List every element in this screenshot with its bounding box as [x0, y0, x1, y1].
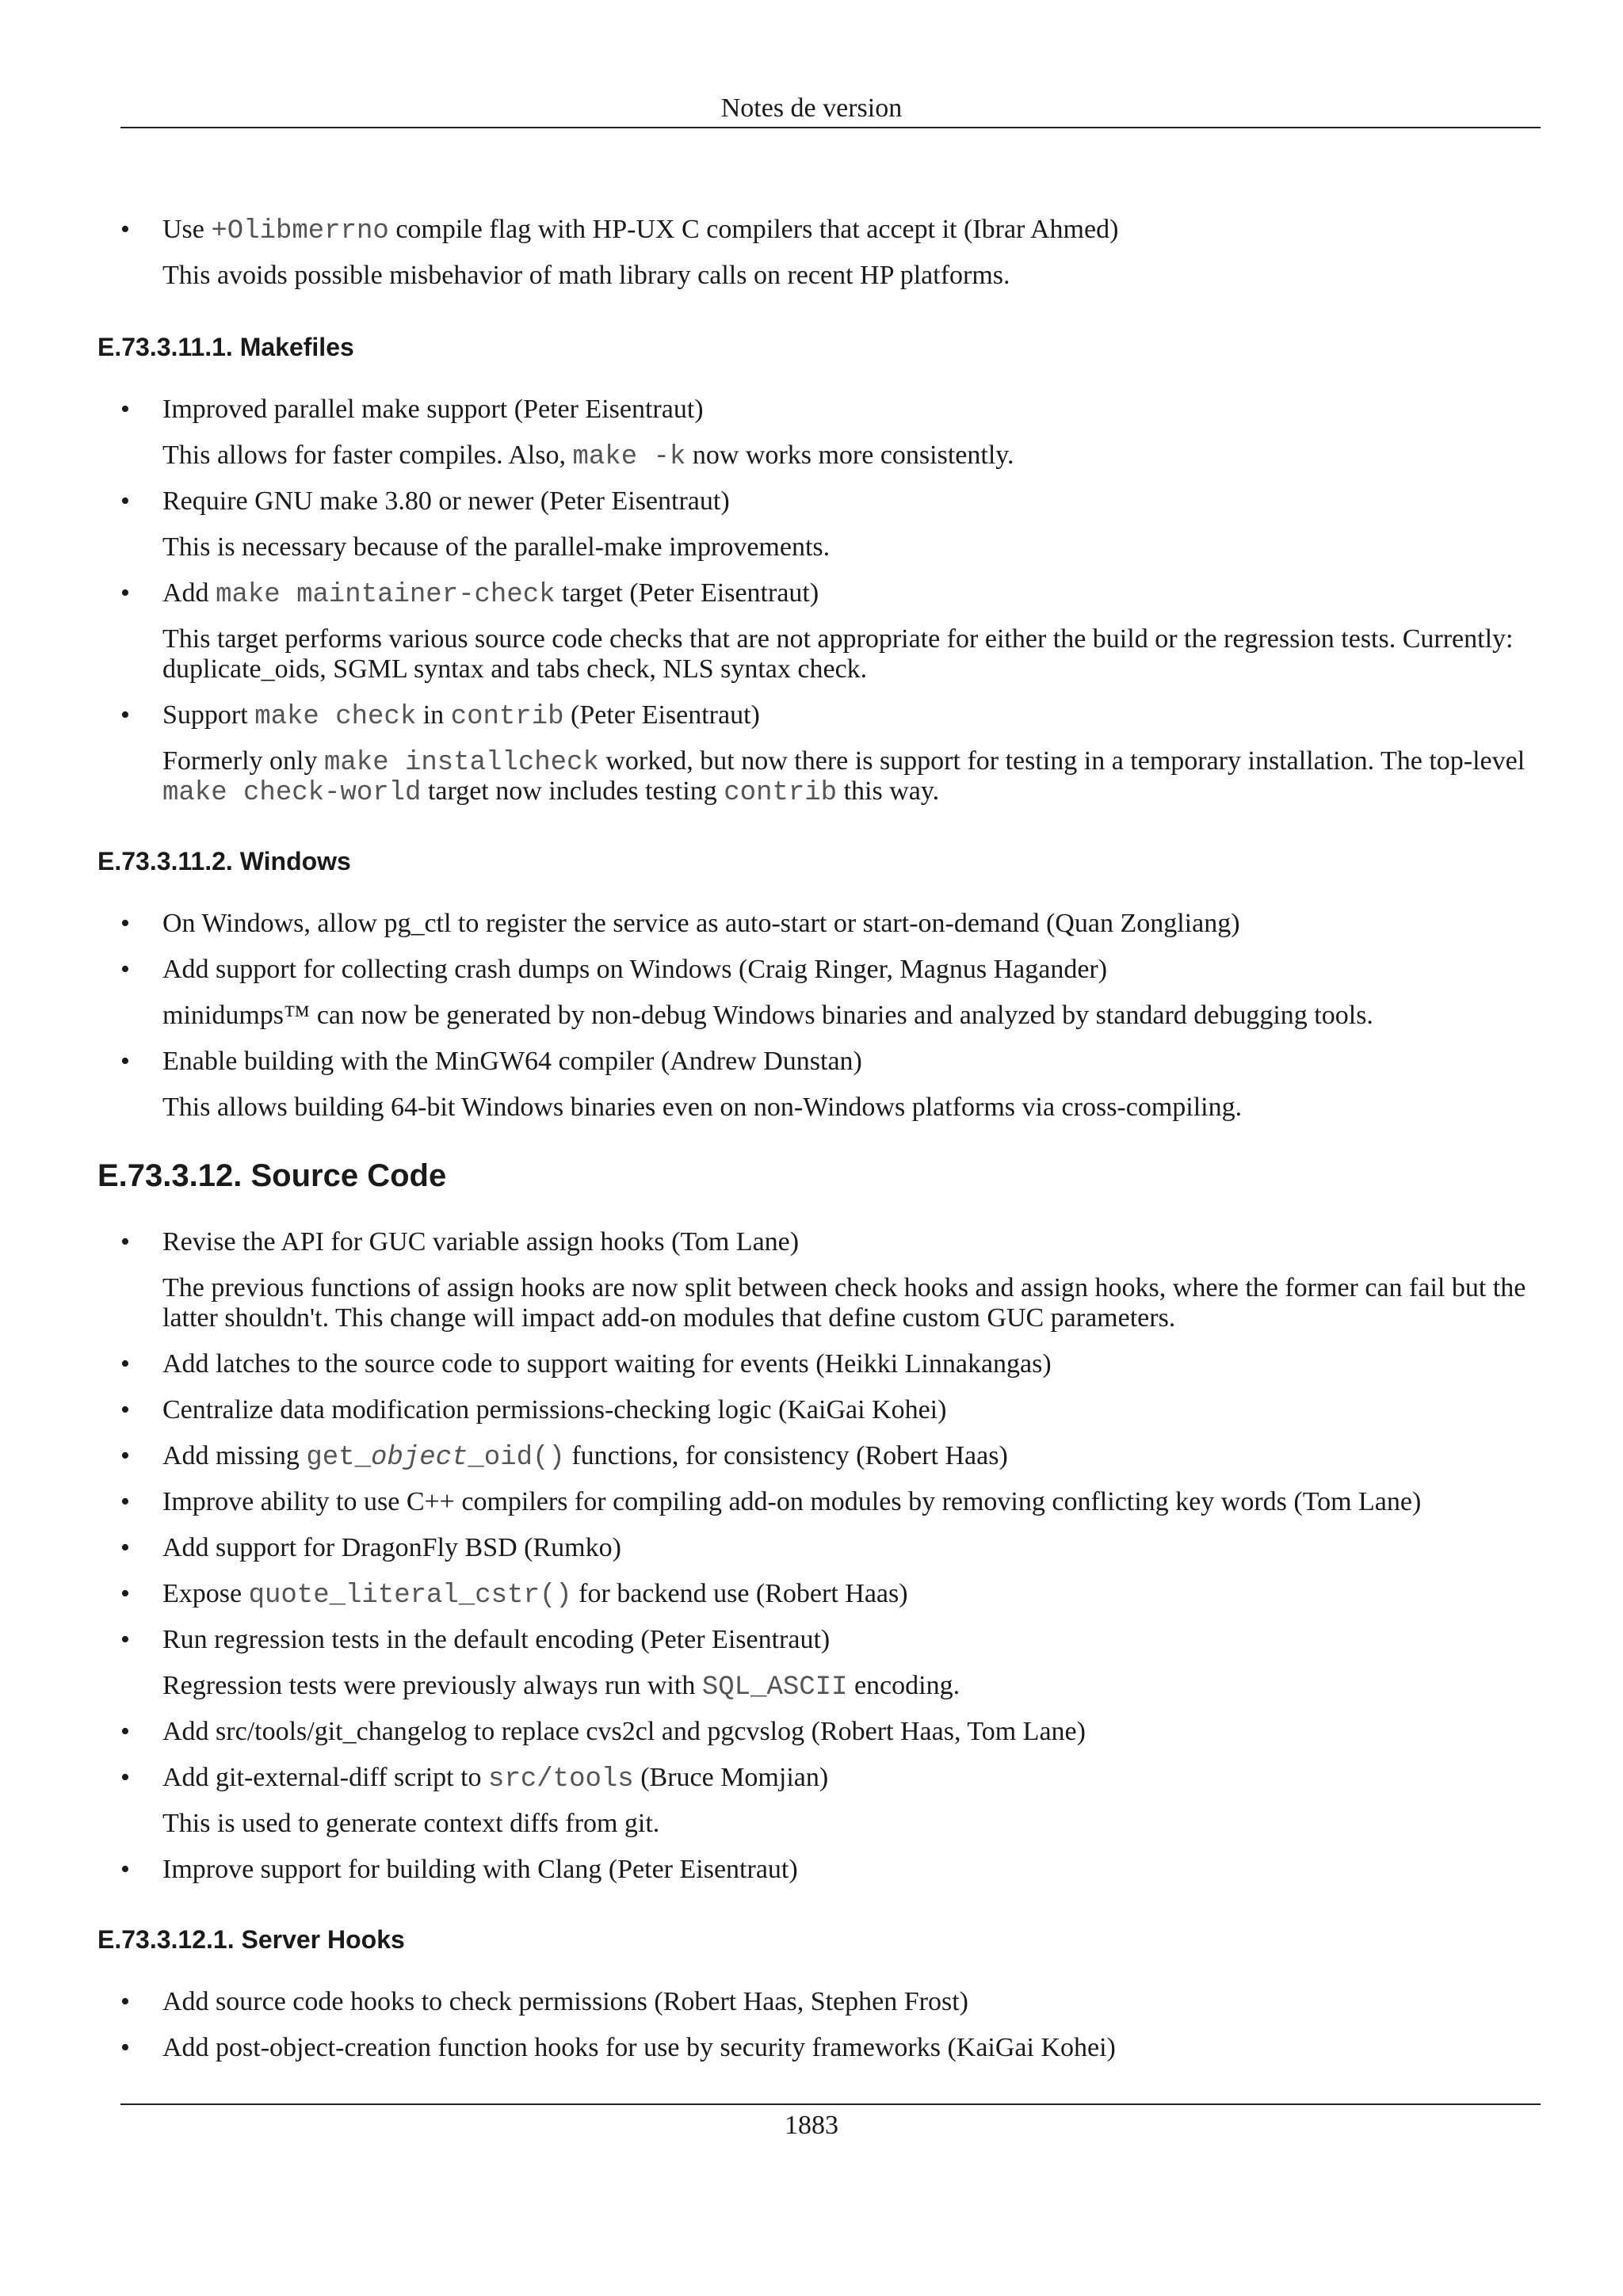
bullet-marker: • [120, 1763, 130, 1792]
list-item: Support make check in contrib (Peter Eisentraut) [162, 700, 760, 732]
list-item: Enable building with the MinGW64 compiler (Andrew Dunstan) [162, 1047, 862, 1076]
item-description: duplicate_oids, SGML syntax and tabs check, NLS syntax check. [162, 654, 868, 684]
section-heading-server-hooks: E.73.3.12.1. Server Hooks [97, 1925, 405, 1954]
list-item: Revise the API for GUC variable assign hooks (Tom Lane) [162, 1227, 800, 1257]
bullet-marker: • [120, 486, 130, 516]
code-literal: contrib [450, 702, 564, 732]
list-item: Add support for collecting crash dumps on Windows (Craig Ringer, Magnus Hagander) [162, 955, 1108, 984]
list-item: Add src/tools/git_changelog to replace cvs2cl and pgcvslog (Robert Haas, Tom Lane) [162, 1717, 1086, 1746]
item-description: This target performs various source code checks that are not appropriate for either the build or the regression tests. Currently: [162, 624, 1514, 654]
bullet-marker: • [120, 1533, 130, 1562]
code-literal: make check-world [162, 778, 422, 808]
code-literal: make -k [572, 442, 686, 472]
list-item: Add make maintainer-check target (Peter Eisentraut) [162, 578, 819, 610]
bullet-marker: • [120, 1717, 130, 1746]
list-item: Expose quote_literal_cstr() for backend use (Robert Haas) [162, 1579, 908, 1611]
running-header: Notes de version [720, 93, 903, 123]
code-literal: make maintainer-check [216, 580, 556, 610]
list-item: Add source code hooks to check permissions (Robert Haas, Stephen Frost) [162, 1987, 968, 2016]
item-description: This is used to generate context diffs from git. [162, 1809, 660, 1838]
item-description: Regression tests were previously always run with SQL_ASCII encoding. [162, 1671, 960, 1703]
bullet-marker: • [120, 2033, 130, 2062]
bullet-marker: • [120, 1227, 130, 1257]
code-literal: contrib [724, 778, 838, 808]
list-item: Add latches to the source code to support waiting for events (Heikki Linnakangas) [162, 1349, 1052, 1379]
bullet-marker: • [120, 1047, 130, 1076]
list-item: Require GNU make 3.80 or newer (Peter Eisentraut) [162, 486, 730, 516]
bullet-marker: • [120, 1987, 130, 2016]
list-item: Add support for DragonFly BSD (Rumko) [162, 1533, 621, 1562]
section-heading-source-code: E.73.3.12. Source Code [97, 1158, 447, 1193]
item-description: This avoids possible misbehavior of math library calls on recent HP platforms. [162, 261, 1010, 290]
list-item: Improved parallel make support (Peter Eisentraut) [162, 395, 704, 424]
list-item: Add post-object-creation function hooks for use by security frameworks (KaiGai Kohei) [162, 2033, 1116, 2062]
bullet-marker: • [120, 1349, 130, 1379]
section-heading-makefiles: E.73.3.11.1. Makefiles [97, 333, 354, 361]
item-description: This is necessary because of the parallel-make improvements. [162, 532, 831, 562]
header-rule [120, 127, 1541, 128]
code-literal: SQL_ASCII [701, 1672, 848, 1703]
item-description: This allows building 64-bit Windows binaries even on non-Windows platforms via cross-compiling. [162, 1093, 1243, 1122]
list-item: Run regression tests in the default encoding (Peter Eisentraut) [162, 1625, 831, 1654]
item-description: Formerly only make installcheck worked, but now there is support for testing in a temporary installation. The top-level [162, 746, 1526, 778]
bullet-marker: • [120, 1487, 130, 1516]
bullet-marker: • [120, 1855, 130, 1884]
item-description: The previous functions of assign hooks are now split between check hooks and assign hooks, where the former can fail but the [162, 1273, 1526, 1302]
section-heading-windows: E.73.3.11.2. Windows [97, 847, 351, 875]
list-item: Use +Olibmerrno compile flag with HP-UX C compilers that accept it (Ibrar Ahmed) [162, 215, 1119, 246]
bullet-marker: • [120, 1579, 130, 1608]
code-literal: +Olibmerrno [211, 216, 389, 246]
bullet-marker: • [120, 700, 130, 730]
item-description: latter shouldn't. This change will impact add-on modules that define custom GUC parameters. [162, 1303, 1176, 1333]
list-item: Centralize data modification permissions-checking logic (KaiGai Kohei) [162, 1395, 947, 1425]
list-item: Add missing get_object_oid() functions, for consistency (Robert Haas) [162, 1441, 1008, 1473]
list-item: Improve ability to use C++ compilers for compiling add-on modules by removing conflicting key words (Tom Lane) [162, 1487, 1422, 1516]
code-literal: src/tools [488, 1764, 634, 1794]
code-literal: make installcheck [323, 748, 599, 778]
list-item: Add git-external-diff script to src/tools (Bruce Momjian) [162, 1763, 829, 1794]
item-description: minidumps™ can now be generated by non-debug Windows binaries and analyzed by standard debugging tools. [162, 1001, 1373, 1030]
item-description: This allows for faster compiles. Also, make -k now works more consistently. [162, 441, 1014, 472]
item-description: make check-world target now includes testing contrib this way. [162, 776, 940, 808]
bullet-marker: • [120, 1395, 130, 1425]
list-item: Improve support for building with Clang (Peter Eisentraut) [162, 1855, 798, 1884]
bullet-marker: • [120, 215, 130, 244]
code-literal: make check [254, 702, 417, 732]
bullet-marker: • [120, 1441, 130, 1470]
bullet-marker: • [120, 1625, 130, 1654]
page-number: 1883 [785, 2111, 838, 2140]
bullet-marker: • [120, 955, 130, 984]
code-literal: quote_literal_cstr() [248, 1581, 572, 1611]
bullet-marker: • [120, 395, 130, 424]
bullet-marker: • [120, 909, 130, 938]
code-literal: get_object_oid() [306, 1443, 565, 1473]
footer-rule [120, 2103, 1541, 2105]
list-item: On Windows, allow pg_ctl to register the service as auto-start or start-on-demand (Quan Zongliang) [162, 909, 1240, 938]
bullet-marker: • [120, 578, 130, 608]
